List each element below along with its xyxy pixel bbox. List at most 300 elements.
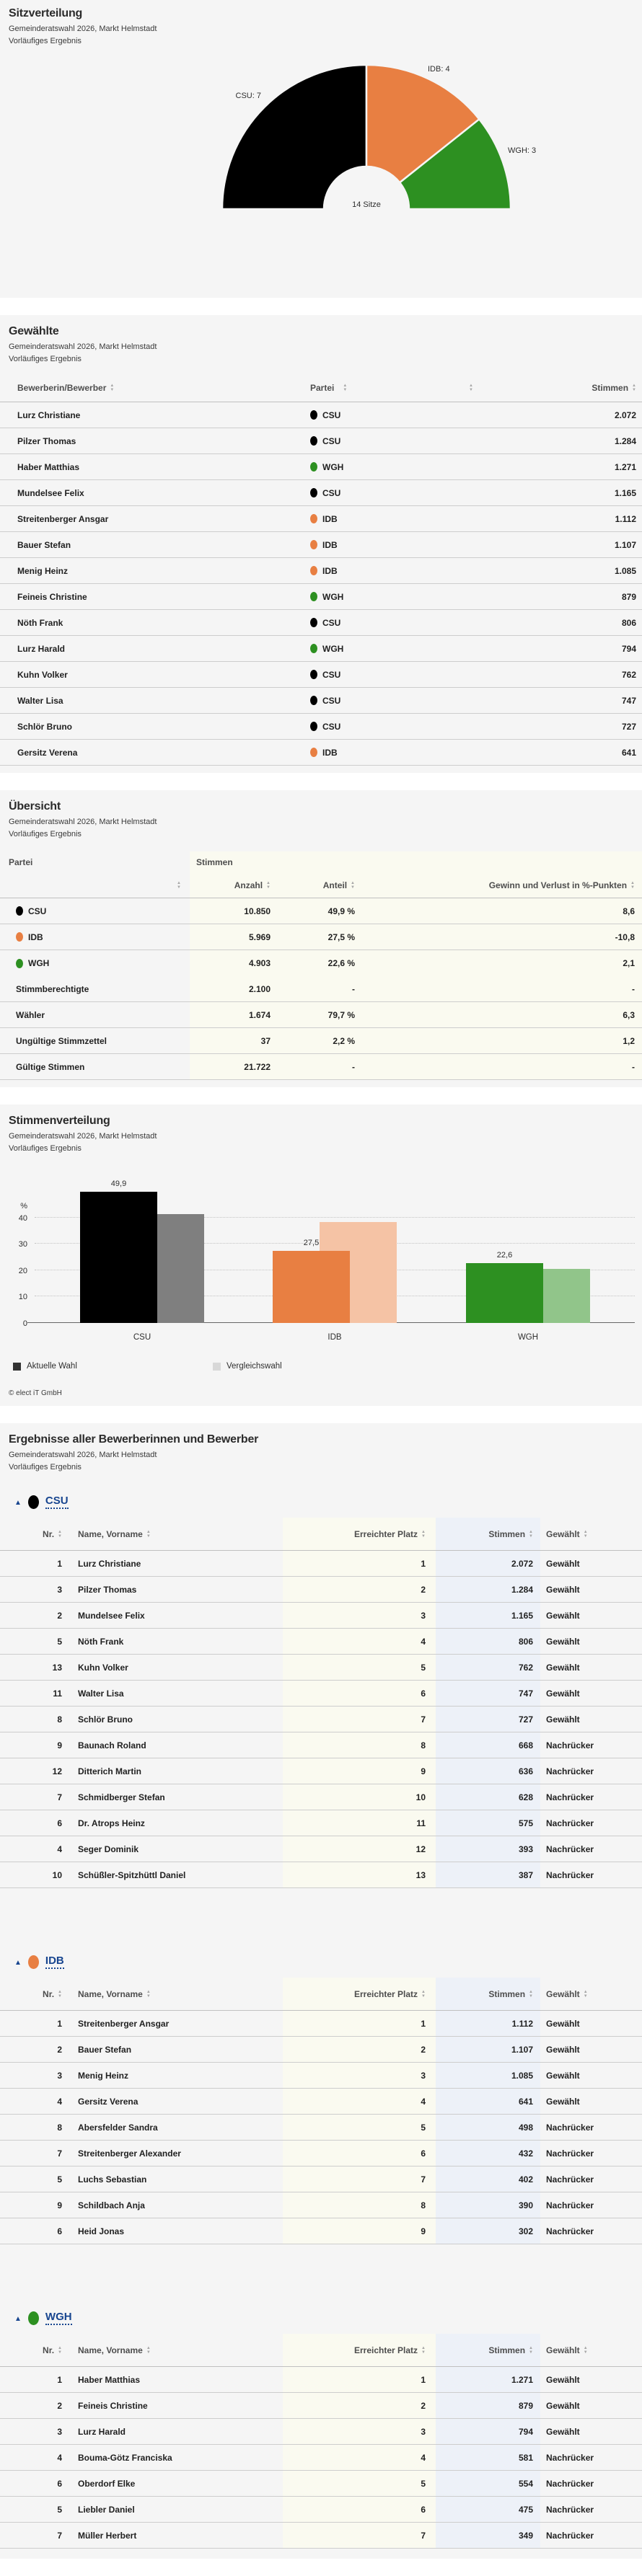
collapse-icon[interactable] [14, 2311, 22, 2324]
stimmen-value: 498 [436, 2115, 540, 2140]
group-header-partei: Partei [9, 857, 33, 867]
candidate-table-header [0, 2334, 642, 2367]
gewinn-verlust-value: - [355, 1054, 642, 1079]
candidate-name: Pilzer Thomas [17, 435, 76, 446]
y-tick-label: 30 [18, 1240, 27, 1249]
stat-label: Stimmberechtigte [16, 983, 89, 994]
anteil-value: - [271, 1054, 355, 1079]
overview-stat-rows [0, 976, 642, 1080]
nr-value: 7 [57, 2148, 62, 2159]
stimmen-value: 1.107 [436, 2037, 540, 2062]
party-dot-icon [310, 618, 317, 627]
votes-value: 806 [621, 617, 636, 628]
votes-value: 1.112 [615, 513, 636, 524]
party-dot-icon [310, 644, 317, 653]
candidate-row [0, 1836, 642, 1862]
status-value: Nachrücker [546, 2174, 594, 2185]
gewinn-verlust-value: 6,3 [355, 1002, 642, 1027]
party-label: IDB [28, 931, 43, 942]
sort-icon[interactable] [146, 1530, 151, 1539]
party-cell [0, 950, 190, 976]
elected-table-header [0, 373, 642, 402]
party-cell [310, 402, 465, 428]
status-value: Nachrücker [546, 2122, 594, 2133]
nr-value: 2 [57, 2400, 62, 2411]
stimmen-value: 432 [436, 2141, 540, 2166]
candidate-table-header [0, 1518, 642, 1551]
nr-value: 1 [57, 2374, 62, 2385]
nr-value: 7 [57, 2530, 62, 2541]
votes-value: 1.085 [614, 565, 636, 576]
candidate-name: Kuhn Volker [17, 669, 68, 680]
status-value: Nachrücker [546, 2478, 594, 2489]
empty-cell [465, 532, 498, 557]
overview-sort-header [0, 873, 642, 898]
all-results-subtitle-2: Vorläufiges Ergebnis [9, 1462, 82, 1471]
header-anteil-label: Anteil [322, 880, 348, 890]
platz-value: 8 [283, 2192, 436, 2218]
category-label-idb: IDB [327, 1333, 342, 1342]
header-platz[interactable] [283, 1978, 436, 2010]
candidate-name: Mundelsee Felix [17, 487, 84, 498]
votes-value: 1.107 [614, 539, 636, 550]
candidate-row [0, 1629, 642, 1655]
header-gewinn-verlust-label: Gewinn und Verlust in %-Punkten [488, 880, 628, 890]
overview-stat-row [0, 1028, 642, 1054]
overview-table [0, 851, 642, 1080]
sort-icon[interactable] [146, 1990, 151, 1999]
party-label: CSU [322, 721, 341, 732]
candidate-row [0, 1758, 642, 1784]
candidate-name: Haber Matthias [17, 461, 80, 472]
overview-stat-row [0, 976, 642, 1002]
stimmen-value: 554 [436, 2471, 540, 2496]
header-name-label: Name, Vorname [78, 1988, 143, 1999]
candidate-table-wgh [0, 2334, 642, 2549]
legend-swatch-comparison [213, 1363, 221, 1371]
candidate-name: Menig Heinz [17, 565, 69, 576]
candidate-table-body [0, 1551, 642, 1888]
party-link-idb[interactable]: IDB [45, 1955, 64, 1969]
sort-icon[interactable] [584, 2346, 588, 2355]
header-nr[interactable] [0, 1518, 62, 1550]
candidate-row [0, 1810, 642, 1836]
candidate-name: Seger Dominik [78, 1844, 139, 1854]
votes-value: 879 [621, 591, 636, 602]
votes-value: 1.271 [614, 461, 636, 472]
party-cell [310, 584, 465, 609]
party-link-csu[interactable]: CSU [45, 1495, 69, 1509]
sort-icon[interactable] [421, 1530, 426, 1539]
party-cell [310, 428, 465, 453]
status-value: Gewählt [546, 2400, 580, 2411]
status-value: Gewählt [546, 2374, 580, 2385]
party-dot-icon [28, 1955, 39, 1969]
status-value: Nachrücker [546, 1869, 594, 1880]
nr-value: 8 [57, 1714, 62, 1725]
stimmen-value: 794 [436, 2419, 540, 2444]
platz-value: 6 [283, 2497, 436, 2522]
nr-value: 9 [57, 2200, 62, 2210]
sort-icon[interactable] [632, 384, 636, 392]
overview-subtitle-1: Gemeinderatswahl 2026, Markt Helmstadt [9, 818, 157, 826]
elected-row [0, 532, 642, 558]
sort-icon[interactable] [584, 1990, 588, 1999]
seats-title: Sitzverteilung [9, 7, 83, 19]
y-tick-label: 20 [18, 1266, 27, 1275]
party-cell [310, 610, 465, 635]
candidate-row [0, 1732, 642, 1758]
candidate-name: Bauer Stefan [78, 2044, 132, 2055]
header-name[interactable] [62, 2334, 283, 2366]
header-stimmen[interactable] [498, 373, 642, 402]
status-value: Nachrücker [546, 1740, 594, 1750]
candidate-row [0, 2037, 642, 2063]
party-cell [310, 688, 465, 713]
party-dot-icon [310, 462, 317, 472]
party-cell [310, 740, 465, 765]
header-name[interactable] [62, 1978, 283, 2010]
status-value: Gewählt [546, 1584, 580, 1595]
collapse-icon[interactable] [14, 1495, 22, 1508]
platz-value: 9 [283, 2218, 436, 2244]
stimmen-value: 390 [436, 2192, 540, 2218]
legend-swatch-current [13, 1363, 21, 1371]
overview-party-row [0, 924, 642, 950]
status-value: Nachrücker [546, 2504, 594, 2515]
header-gewaehlt[interactable] [540, 1518, 642, 1550]
nr-value: 3 [57, 1584, 62, 1595]
stimmen-value: 879 [436, 2393, 540, 2418]
stat-label: Wähler [16, 1009, 45, 1020]
stimmen-value: 668 [436, 1732, 540, 1758]
seats-subtitle-1: Gemeinderatswahl 2026, Markt Helmstadt [9, 25, 157, 33]
category-label-wgh: WGH [517, 1333, 539, 1342]
party-dot-icon [310, 410, 317, 420]
donut-label-wgh: WGH: 3 [508, 146, 537, 155]
candidate-row [0, 2063, 642, 2089]
donut-label-idb: IDB: 4 [428, 65, 450, 74]
platz-value: 13 [283, 1862, 436, 1887]
candidate-name: Nöth Frank [17, 617, 63, 628]
party-cell [310, 636, 465, 661]
header-platz[interactable] [283, 2334, 436, 2366]
platz-value: 3 [283, 1603, 436, 1628]
candidate-table-body [0, 2367, 642, 2549]
candidate-row [0, 2367, 642, 2393]
empty-cell [465, 506, 498, 531]
platz-value: 1 [283, 2011, 436, 2036]
sort-icon[interactable] [584, 1530, 588, 1539]
party-cell [0, 898, 190, 924]
header-platz[interactable] [283, 1518, 436, 1550]
party-label: CSU [28, 906, 47, 916]
status-value: Gewählt [546, 2096, 580, 2107]
candidate-name: Schlör Bruno [17, 721, 73, 732]
votes-value: 727 [621, 721, 636, 732]
platz-value: 4 [283, 2445, 436, 2470]
donut-slice-csu[interactable] [222, 65, 366, 209]
gewinn-verlust-value: - [355, 976, 642, 1001]
party-dot-icon [310, 592, 317, 601]
platz-value: 6 [283, 2141, 436, 2166]
party-label: WGH [322, 461, 344, 472]
candidate-name: Nöth Frank [78, 1636, 124, 1647]
candidate-name: Mundelsee Felix [78, 1610, 145, 1621]
empty-cell [465, 558, 498, 583]
nr-value: 4 [57, 2096, 62, 2107]
distribution-title: Stimmenverteilung [9, 1115, 110, 1127]
candidate-name: Streitenberger Ansgar [17, 513, 109, 524]
header-stimmen-label: Stimmen [592, 382, 629, 393]
stimmen-value: 302 [436, 2218, 540, 2244]
stimmen-value: 1.165 [436, 1603, 540, 1628]
empty-cell [465, 610, 498, 635]
y-tick-label: 40 [18, 1213, 27, 1223]
candidate-name: Dr. Atrops Heinz [78, 1818, 145, 1828]
sort-icon[interactable] [421, 2346, 426, 2355]
header-stimmen[interactable] [436, 1978, 540, 2010]
candidate-row [0, 2393, 642, 2419]
party-link-wgh[interactable]: WGH [45, 2311, 72, 2325]
nr-value: 7 [57, 1792, 62, 1802]
candidate-name: Kuhn Volker [78, 1662, 128, 1673]
candidate-name: Pilzer Thomas [78, 1584, 137, 1595]
bar-current-csu[interactable] [80, 1192, 157, 1323]
header-nr[interactable] [0, 2334, 62, 2366]
candidate-name: Lurz Christiane [78, 1558, 141, 1569]
bar-current-idb[interactable] [273, 1251, 350, 1323]
status-value: Nachrücker [546, 1818, 594, 1828]
stimmen-value: 1.271 [436, 2367, 540, 2392]
stimmen-value: 628 [436, 1784, 540, 1810]
header-stimmen[interactable] [436, 1518, 540, 1550]
nr-value: 13 [52, 1662, 62, 1673]
header-gewaehlt[interactable] [540, 1978, 642, 2010]
header-nr[interactable] [0, 1978, 62, 2010]
all-results-title: Ergebnisse aller Bewerberinnen und Bewerber [9, 1433, 259, 1446]
elected-row [0, 610, 642, 636]
sort-icon[interactable] [630, 881, 635, 890]
sort-icon[interactable] [529, 1990, 533, 1999]
sort-icon[interactable] [177, 881, 181, 890]
bar-value-label: 49,9 [110, 1179, 127, 1188]
platz-value: 2 [283, 1577, 436, 1602]
party-label: IDB [322, 565, 338, 576]
header-nr-label: Nr. [43, 1528, 55, 1539]
candidate-name: Schildbach Anja [78, 2200, 145, 2210]
nr-value: 2 [57, 2044, 62, 2055]
party-cell [310, 454, 465, 479]
anzahl-value: 37 [190, 1028, 271, 1053]
header-gewinn-verlust[interactable] [355, 873, 642, 898]
party-label: IDB [322, 747, 338, 758]
platz-value: 6 [283, 1681, 436, 1706]
group-header-stimmen: Stimmen [190, 851, 642, 873]
y-tick-label: 0 [22, 1319, 27, 1328]
header-bewerber[interactable] [0, 373, 310, 402]
copyright-note: © elect iT GmbH [9, 1389, 62, 1397]
header-gewaehlt[interactable] [540, 2334, 642, 2366]
party-label: IDB [322, 539, 338, 550]
sort-icon[interactable] [146, 2346, 151, 2355]
header-partei-label: Partei [310, 382, 335, 393]
sort-icon[interactable] [529, 1530, 533, 1539]
candidate-name: Bauer Stefan [17, 539, 71, 550]
party-dot-icon [310, 696, 317, 705]
platz-value: 11 [283, 1810, 436, 1836]
stimmen-value: 1.085 [436, 2063, 540, 2088]
candidate-name: Luchs Sebastian [78, 2174, 147, 2185]
sort-icon[interactable] [110, 384, 114, 392]
status-value: Gewählt [546, 2426, 580, 2437]
header-stimmen[interactable] [436, 2334, 540, 2366]
gewinn-verlust-value: 1,2 [355, 1028, 642, 1053]
overview-group-header [0, 851, 642, 873]
empty-cell [465, 662, 498, 687]
sort-icon[interactable] [529, 2346, 533, 2355]
stat-label: Gültige Stimmen [16, 1061, 85, 1072]
stimmen-value: 727 [436, 1707, 540, 1732]
platz-value: 2 [283, 2037, 436, 2062]
donut-center-label: 14 Sitze [352, 200, 381, 209]
header-stimmen-label: Stimmen [488, 1988, 526, 1999]
candidate-name: Streitenberger Alexander [78, 2148, 181, 2159]
candidate-row [0, 1655, 642, 1681]
elected-row [0, 688, 642, 714]
sort-icon[interactable] [343, 384, 347, 392]
candidate-name: Oberdorf Elke [78, 2478, 136, 2489]
stimmen-value: 806 [436, 1629, 540, 1654]
bar-current-wgh[interactable] [466, 1263, 543, 1323]
status-value: Nachrücker [546, 1844, 594, 1854]
section-sitzverteilung [0, 0, 642, 298]
header-anteil[interactable] [271, 873, 355, 898]
legend-label-current: Aktuelle Wahl [27, 1362, 77, 1371]
elected-title: Gewählte [9, 325, 59, 337]
header-platz-label: Erreichter Platz [354, 1528, 418, 1539]
gewinn-verlust-value: 8,6 [355, 898, 642, 924]
status-value: Nachrücker [546, 1766, 594, 1776]
elected-row [0, 402, 642, 428]
header-partei[interactable] [310, 373, 465, 402]
nr-value: 11 [53, 1688, 62, 1699]
nr-value: 6 [57, 1818, 62, 1828]
party-label: CSU [322, 617, 341, 628]
overview-party-rows [0, 898, 642, 976]
nr-value: 3 [57, 2070, 62, 2081]
candidate-row [0, 2089, 642, 2115]
candidate-row [0, 1603, 642, 1629]
elected-row [0, 506, 642, 532]
y-axis-unit: % [20, 1201, 27, 1210]
stat-label: Ungültige Stimmzettel [16, 1035, 107, 1046]
elected-row [0, 584, 642, 610]
header-gewaehlt-label: Gewählt [546, 2345, 580, 2355]
header-nr-label: Nr. [43, 1988, 55, 1999]
category-label-csu: CSU [133, 1333, 151, 1342]
sort-icon[interactable] [421, 1990, 426, 1999]
candidate-name: Ditterich Martin [78, 1766, 142, 1776]
party-block-wgh [0, 2309, 642, 2549]
party-label: WGH [322, 643, 344, 654]
section-alle-ergebnisse [0, 1423, 642, 2559]
nr-value: 5 [57, 2174, 62, 2185]
party-label: CSU [322, 669, 341, 680]
stimmen-value: 641 [436, 2089, 540, 2114]
header-gewaehlt-label: Gewählt [546, 1528, 580, 1539]
candidate-row [0, 2141, 642, 2166]
status-value: Gewählt [546, 2018, 580, 2029]
stimmen-value: 393 [436, 1836, 540, 1862]
candidate-name: Walter Lisa [17, 695, 63, 706]
candidate-table-header [0, 1978, 642, 2011]
sort-icon[interactable] [469, 384, 473, 392]
votes-value: 794 [621, 643, 636, 654]
collapse-icon[interactable] [14, 1955, 22, 1968]
elected-table-body [0, 402, 642, 766]
nr-value: 9 [57, 1740, 62, 1750]
party-dot-icon [310, 566, 317, 575]
stimmen-value: 1.284 [436, 1577, 540, 1602]
candidate-name: Lurz Christiane [17, 410, 81, 420]
platz-value: 3 [283, 2063, 436, 2088]
overview-party-row [0, 950, 642, 976]
header-anzahl[interactable] [190, 873, 271, 898]
elected-row [0, 480, 642, 506]
status-value: Nachrücker [546, 2226, 594, 2236]
candidate-row [0, 1862, 642, 1888]
stimmen-value: 747 [436, 1681, 540, 1706]
seats-subtitle-2: Vorläufiges Ergebnis [9, 36, 82, 45]
party-label: CSU [322, 695, 341, 706]
votes-bar-chart [0, 1179, 642, 1342]
platz-value: 9 [283, 1758, 436, 1784]
party-dot-icon [16, 959, 23, 968]
party-header-wgh [14, 2309, 642, 2327]
party-label: CSU [322, 435, 341, 446]
nr-value: 6 [57, 2226, 62, 2236]
nr-value: 1 [57, 2018, 62, 2029]
stimmen-value: 575 [436, 1810, 540, 1836]
header-unnamed[interactable] [465, 373, 498, 402]
overview-party-row [0, 898, 642, 924]
votes-value: 1.165 [614, 487, 636, 498]
status-value: Gewählt [546, 1662, 580, 1673]
elected-table [0, 373, 642, 766]
candidate-name: Abersfelder Sandra [78, 2122, 158, 2133]
stimmen-value: 581 [436, 2445, 540, 2470]
party-cell [310, 506, 465, 531]
anzahl-value: 21.722 [190, 1054, 271, 1079]
candidate-table-csu [0, 1518, 642, 1888]
overview-stat-row [0, 1054, 642, 1080]
header-partei-sort[interactable] [0, 873, 190, 898]
party-dot-icon [310, 514, 317, 523]
header-name-label: Name, Vorname [78, 1528, 143, 1539]
elected-row [0, 662, 642, 688]
empty-cell [465, 402, 498, 428]
nr-value: 10 [52, 1869, 62, 1880]
empty-cell [465, 714, 498, 739]
candidate-name: Bouma-Götz Franciska [78, 2452, 172, 2463]
platz-value: 1 [283, 1551, 436, 1576]
header-name[interactable] [62, 1518, 283, 1550]
candidate-row [0, 1551, 642, 1577]
nr-value: 5 [57, 2504, 62, 2515]
party-header-csu [14, 1493, 642, 1510]
bar-value-label: 22,6 [496, 1251, 513, 1260]
